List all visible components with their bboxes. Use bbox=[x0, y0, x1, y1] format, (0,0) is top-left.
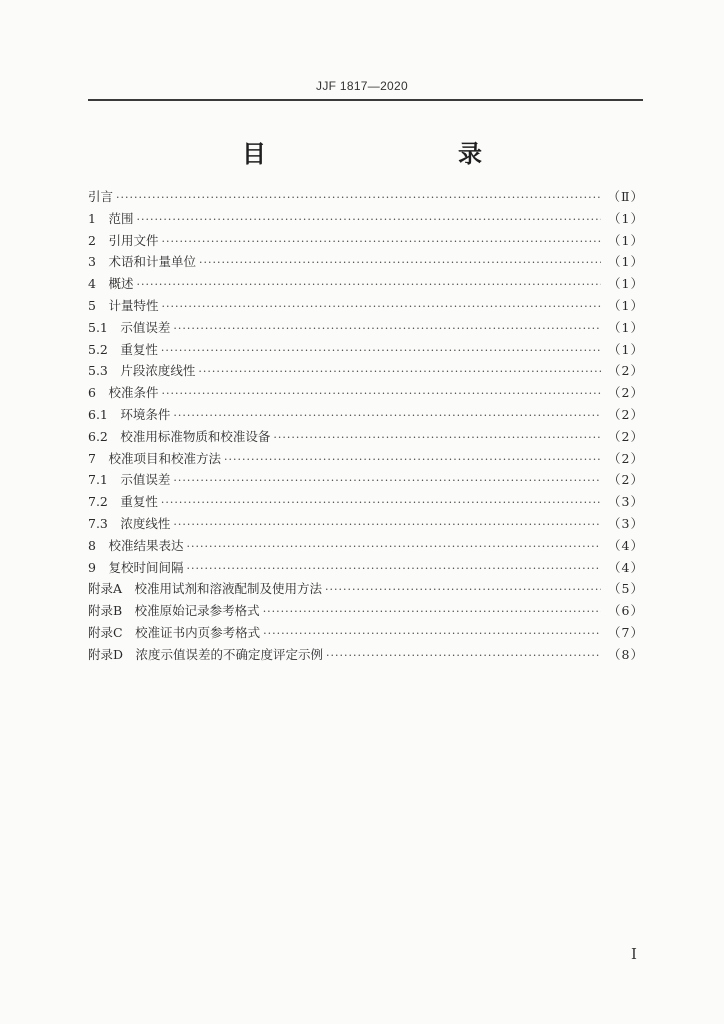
toc-dot-leader bbox=[161, 492, 601, 514]
toc-title: 目 录 bbox=[242, 139, 530, 168]
toc-entry-page: （4） bbox=[608, 537, 644, 553]
toc-entry-label: 4 概述 bbox=[88, 276, 134, 292]
toc-entry-label: 9 复校时间间隔 bbox=[88, 559, 184, 575]
toc-dot-leader bbox=[224, 449, 601, 471]
toc-dot-leader bbox=[161, 383, 601, 405]
toc-entry[interactable] bbox=[88, 251, 644, 273]
toc-entry-label: 附录A 校准用试剂和溶液配制及使用方法 bbox=[88, 581, 323, 597]
header-rule bbox=[88, 99, 643, 101]
toc-entry-page: （7） bbox=[608, 624, 644, 640]
toc-entry-page: （2） bbox=[608, 363, 644, 379]
toc-entry-label: 5.3 片段浓度线性 bbox=[88, 363, 196, 379]
toc-entry[interactable] bbox=[88, 404, 644, 426]
toc-entry[interactable] bbox=[88, 382, 644, 404]
toc-entry[interactable] bbox=[88, 186, 644, 208]
toc-entry[interactable] bbox=[88, 426, 644, 448]
toc-entry[interactable] bbox=[88, 600, 644, 622]
toc-dot-leader bbox=[173, 318, 601, 340]
toc-entry-label: 6 校准条件 bbox=[88, 385, 159, 401]
toc-entry-label: 7.1 示值误差 bbox=[88, 472, 171, 488]
toc-entry[interactable] bbox=[88, 448, 644, 470]
toc-entry-page: （1） bbox=[608, 254, 644, 270]
toc-entry[interactable] bbox=[88, 360, 644, 382]
toc-entry-page: （1） bbox=[608, 210, 644, 226]
toc-dot-leader bbox=[136, 209, 601, 231]
toc-entry-page: （6） bbox=[608, 603, 644, 619]
toc-entry-label: 5.2 重复性 bbox=[88, 341, 158, 357]
toc-dot-leader bbox=[273, 427, 601, 449]
toc-entry-label: 5 计量特性 bbox=[88, 297, 159, 313]
toc-entry[interactable] bbox=[88, 644, 644, 666]
toc-dot-leader bbox=[161, 340, 601, 362]
toc-entry-label: 引言 bbox=[88, 189, 114, 204]
toc-entry-label: 6.1 环境条件 bbox=[88, 406, 171, 422]
toc-entry[interactable] bbox=[88, 622, 644, 644]
toc-entry-page: （4） bbox=[608, 559, 644, 575]
toc-entry[interactable] bbox=[88, 578, 644, 600]
toc-entry-page: （2） bbox=[608, 385, 644, 401]
toc-entry[interactable] bbox=[88, 535, 644, 557]
toc-entry-label: 8 校准结果表达 bbox=[88, 537, 184, 553]
toc-entry-page: （3） bbox=[608, 515, 644, 531]
toc-entry-page: （3） bbox=[608, 494, 644, 510]
toc-entry-label: 5.1 示值误差 bbox=[88, 319, 171, 335]
toc-entry[interactable] bbox=[88, 469, 644, 491]
toc-entry-label: 附录B 校准原始记录参考格式 bbox=[88, 603, 260, 619]
toc-dot-leader bbox=[173, 514, 601, 536]
toc-entry-page: （8） bbox=[608, 646, 644, 662]
toc-entry-label: 附录D 浓度示值误差的不确定度评定示例 bbox=[88, 646, 324, 662]
toc-entry-label: 2 引用文件 bbox=[88, 232, 159, 248]
toc-entry[interactable] bbox=[88, 557, 644, 579]
toc-entry-page: （5） bbox=[608, 581, 644, 597]
standard-code-header: JJF 1817—2020 bbox=[316, 79, 408, 93]
toc-dot-leader bbox=[263, 623, 601, 645]
toc-dot-leader bbox=[263, 601, 601, 623]
toc-entry[interactable] bbox=[88, 339, 644, 361]
toc-entry-page: （2） bbox=[608, 406, 644, 422]
toc-entry-label: 7 校准项目和校准方法 bbox=[88, 450, 221, 466]
toc-entry[interactable] bbox=[88, 491, 644, 513]
toc-entry-label: 1 范围 bbox=[88, 210, 134, 226]
toc-entry-page: （2） bbox=[608, 472, 644, 488]
toc-dot-leader bbox=[186, 536, 601, 558]
toc-dot-leader bbox=[116, 187, 601, 209]
toc-dot-leader bbox=[325, 579, 601, 601]
toc-entry-page: （1） bbox=[608, 297, 644, 313]
toc-entry[interactable] bbox=[88, 317, 644, 339]
toc-dot-leader bbox=[173, 470, 601, 492]
toc-entry-page: （2） bbox=[608, 450, 644, 466]
toc-entry[interactable] bbox=[88, 230, 644, 252]
toc-dot-leader bbox=[199, 252, 601, 274]
toc-entry-label: 7.2 重复性 bbox=[88, 494, 158, 510]
toc-dot-leader bbox=[161, 296, 601, 318]
page-number: I bbox=[631, 945, 637, 963]
toc-dot-leader bbox=[136, 274, 601, 296]
toc-dot-leader bbox=[186, 558, 601, 580]
toc-dot-leader bbox=[173, 405, 601, 427]
toc-entry[interactable] bbox=[88, 513, 644, 535]
toc-entry-page: （1） bbox=[608, 319, 644, 335]
toc-entry-label: 6.2 校准用标准物质和校准设备 bbox=[88, 428, 271, 444]
toc-entry-label: 7.3 浓度线性 bbox=[88, 515, 171, 531]
toc-entry-label: 附录C 校准证书内页参考格式 bbox=[88, 624, 261, 640]
toc-entry-label: 3 术语和计量单位 bbox=[88, 254, 196, 270]
toc-dot-leader bbox=[326, 645, 601, 667]
toc-entry-page: （1） bbox=[608, 232, 644, 248]
toc-entry[interactable] bbox=[88, 273, 644, 295]
toc-dot-leader bbox=[198, 361, 601, 383]
toc-entry[interactable] bbox=[88, 208, 644, 230]
toc-entry-page: （Ⅱ） bbox=[607, 189, 644, 204]
table-of-contents bbox=[88, 186, 644, 666]
toc-entry-page: （2） bbox=[608, 428, 644, 444]
toc-entry-page: （1） bbox=[608, 276, 644, 292]
toc-dot-leader bbox=[161, 231, 601, 253]
toc-entry-page: （1） bbox=[608, 341, 644, 357]
toc-entry[interactable] bbox=[88, 295, 644, 317]
